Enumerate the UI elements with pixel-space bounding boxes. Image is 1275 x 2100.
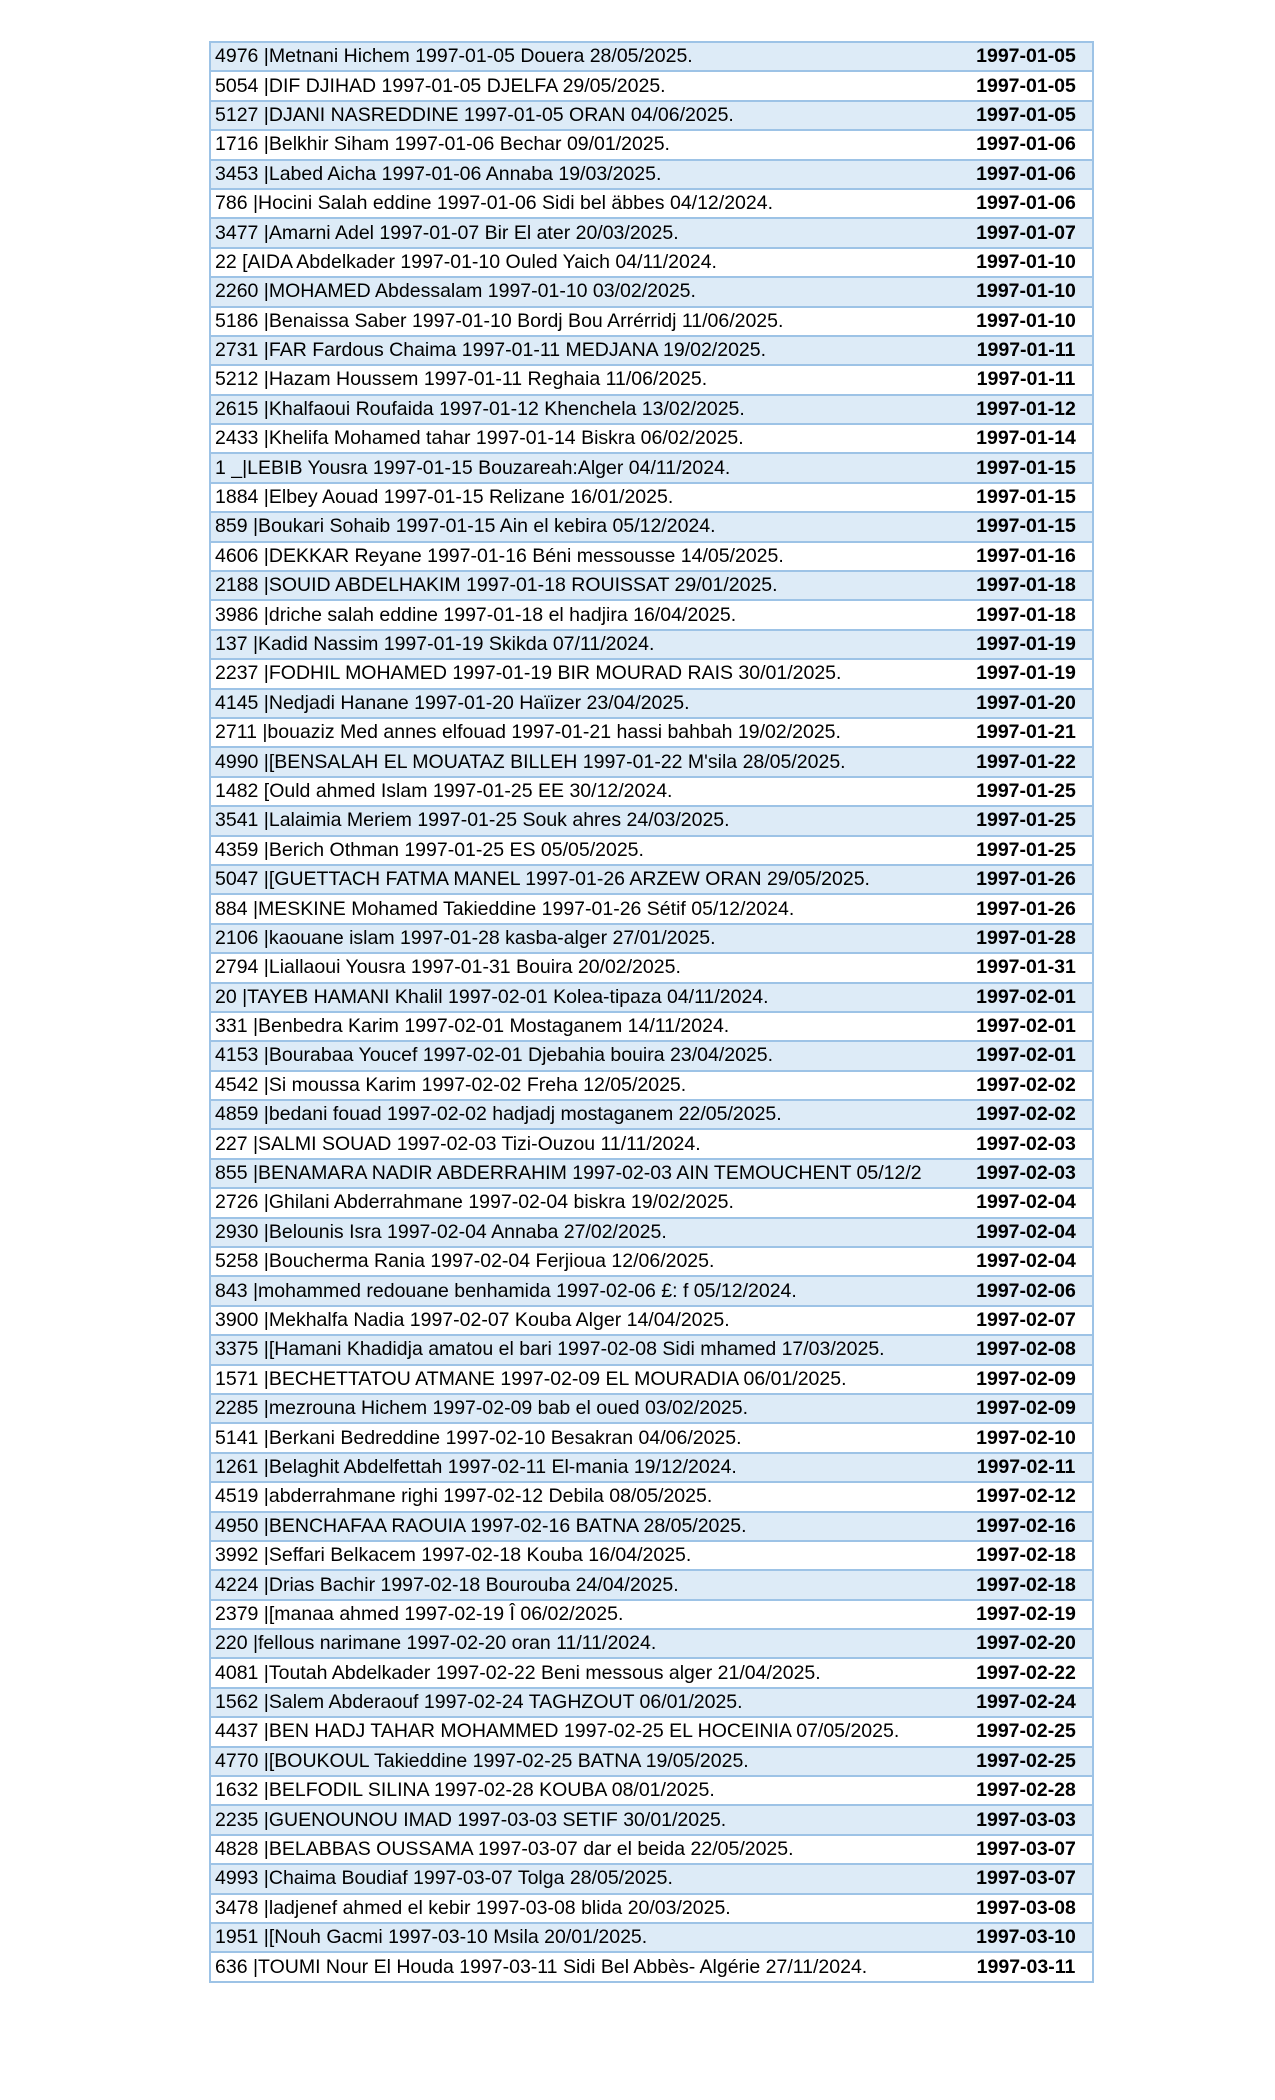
record-label: 3986 |driche salah eddine 1997-01-18 el hadjira 16/04/2025. <box>215 603 737 626</box>
table-row <box>211 1072 1092 1101</box>
record-label: 137 |Kadid Nassim 1997-01-19 Skikda 07/11/2024. <box>215 633 655 655</box>
birth-date: 1997-03-03 <box>976 1808 1076 1831</box>
record-label: 2188 |SOUID ABDELHAKIM 1997-01-18 ROUISSAT 29/01/2025. <box>215 574 778 597</box>
record-label: 4976 |Metnani Hichem 1997-01-05 Douera 28/05/2025. <box>215 45 693 68</box>
birth-date: 1997-01-28 <box>976 926 1076 949</box>
record-label: 4153 |Bourabaa Youcef 1997-02-01 Djebahia bouira 23/04/2025. <box>215 1044 774 1067</box>
record-label: 1884 |Elbey Aouad 1997-01-15 Relizane 16/01/2025. <box>215 486 674 509</box>
table-row <box>211 954 1092 983</box>
birth-date: 1997-01-20 <box>976 691 1076 714</box>
birth-date: 1997-01-10 <box>976 309 1076 332</box>
birth-date: 1997-02-01 <box>976 1044 1076 1067</box>
table-row <box>211 866 1092 895</box>
birth-date: 1997-02-03 <box>976 1162 1076 1185</box>
birth-date: 1997-02-01 <box>976 1015 1076 1038</box>
record-label: 3375 |[Hamani Khadidja amatou el bari 1997-02-08 Sidi mhamed 17/03/2025. <box>215 1338 885 1361</box>
table-row <box>211 1336 1092 1365</box>
table-row <box>211 895 1092 924</box>
birth-date: 1997-01-18 <box>976 574 1076 597</box>
birth-date: 1997-02-07 <box>976 1308 1076 1331</box>
table-row <box>211 925 1092 954</box>
birth-date: 1997-01-26 <box>976 868 1076 891</box>
birth-date: 1997-02-10 <box>976 1426 1076 1449</box>
table-row <box>211 1865 1092 1894</box>
birth-date: 1997-01-10 <box>976 250 1076 273</box>
birth-date: 1997-02-20 <box>976 1632 1076 1655</box>
birth-date: 1997-01-22 <box>976 750 1076 773</box>
birth-date: 1997-01-05 <box>976 74 1076 97</box>
birth-date: 1997-02-04 <box>976 1250 1076 1273</box>
record-label: 4828 |BELABBAS OUSSAMA 1997-03-07 dar el beida 22/05/2025. <box>215 1838 794 1861</box>
record-label: 855 |BENAMARA NADIR ABDERRAHIM 1997-02-03 AIN TEMOUCHENT 05/12/2 <box>215 1162 922 1185</box>
birth-date: 1997-01-25 <box>976 809 1076 832</box>
birth-date: 1997-02-28 <box>976 1779 1076 1802</box>
birth-date: 1997-02-01 <box>976 985 1076 1008</box>
table-row <box>211 337 1092 366</box>
table-row <box>211 1130 1092 1159</box>
record-label: 2379 |[manaa ahmed 1997-02-19 Î 06/02/2025. <box>215 1602 624 1625</box>
record-label: 4859 |bedani fouad 1997-02-02 hadjadj mostaganem 22/05/2025. <box>215 1103 782 1126</box>
record-label: 4437 |BEN HADJ TAHAR MOHAMMED 1997-02-25 EL HOCEINIA 07/05/2025. <box>215 1720 900 1743</box>
table-row <box>211 1659 1092 1688</box>
birth-date: 1997-02-11 <box>976 1455 1076 1478</box>
table-row <box>211 1189 1092 1218</box>
record-label: 3541 |Lalaimia Meriem 1997-01-25 Souk ahres 24/03/2025. <box>215 809 730 832</box>
birth-date: 1997-01-06 <box>976 162 1076 185</box>
birth-date: 1997-01-31 <box>976 956 1076 979</box>
birthdate-list-table <box>209 41 1094 1983</box>
table-row <box>211 1424 1092 1453</box>
record-label: 5212 |Hazam Houssem 1997-01-11 Reghaia 11/06/2025. <box>215 368 708 391</box>
birth-date: 1997-01-14 <box>976 427 1076 450</box>
table-row <box>211 1513 1092 1542</box>
table-row <box>211 1689 1092 1718</box>
table-row <box>211 837 1092 866</box>
birth-date: 1997-01-10 <box>976 280 1076 303</box>
record-label: 4081 |Toutah Abdelkader 1997-02-22 Beni messous alger 21/04/2025. <box>215 1661 821 1684</box>
birth-date: 1997-01-19 <box>976 633 1076 655</box>
birth-date: 1997-02-04 <box>976 1220 1076 1243</box>
birth-date: 1997-02-09 <box>976 1397 1076 1420</box>
table-row <box>211 1483 1092 1512</box>
birth-date: 1997-01-25 <box>976 838 1076 861</box>
record-label: 3478 |ladjenef ahmed el kebir 1997-03-08 blida 20/03/2025. <box>215 1896 731 1919</box>
birth-date: 1997-01-18 <box>976 603 1076 626</box>
table-row <box>211 748 1092 777</box>
record-label: 1716 |Belkhir Siham 1997-01-06 Bechar 09/01/2025. <box>215 133 670 156</box>
birth-date: 1997-01-15 <box>976 486 1076 509</box>
table-row <box>211 278 1092 307</box>
birth-date: 1997-01-16 <box>976 544 1076 567</box>
record-label: 843 |mohammed redouane benhamida 1997-02-06 £: f 05/12/2024. <box>215 1279 797 1302</box>
birth-date: 1997-02-25 <box>976 1720 1076 1743</box>
birth-date: 1997-02-12 <box>976 1485 1076 1508</box>
record-label: 2930 |Belounis Isra 1997-02-04 Annaba 27/02/2025. <box>215 1220 667 1243</box>
record-label: 4606 |DEKKAR Reyane 1997-01-16 Béni messousse 14/05/2025. <box>215 544 784 567</box>
table-row <box>211 1101 1092 1130</box>
record-label: 859 |Boukari Sohaib 1997-01-15 Ain el kebira 05/12/2024. <box>215 515 716 538</box>
table-row <box>211 660 1092 689</box>
record-label: 1482 [Ould ahmed Islam 1997-01-25 EE 30/12/2024. <box>215 779 673 802</box>
record-label: 5047 |[GUETTACH FATMA MANEL 1997-01-26 ARZEW ORAN 29/05/2025. <box>215 868 870 891</box>
record-label: 331 |Benbedra Karim 1997-02-01 Mostaganem 14/11/2024. <box>215 1015 730 1038</box>
table-row <box>211 1924 1092 1953</box>
birth-date: 1997-01-12 <box>976 397 1076 420</box>
record-label: 4993 |Chaima Boudiaf 1997-03-07 Tolga 28/05/2025. <box>215 1867 673 1890</box>
record-label: 4145 |Nedjadi Hanane 1997-01-20 Haïizer 23/04/2025. <box>215 691 690 714</box>
table-row <box>211 454 1092 483</box>
record-label: 5054 |DIF DJIHAD 1997-01-05 DJELFA 29/05/2025. <box>215 74 666 97</box>
birth-date: 1997-02-06 <box>976 1279 1076 1302</box>
birth-date: 1997-02-09 <box>976 1367 1076 1390</box>
birth-date: 1997-01-21 <box>976 721 1076 744</box>
record-label: 4770 |[BOUKOUL Takieddine 1997-02-25 BATNA 19/05/2025. <box>215 1749 749 1772</box>
table-row <box>211 1836 1092 1865</box>
table-row <box>211 1953 1092 1982</box>
record-label: 2731 |FAR Fardous Chaima 1997-01-11 MEDJANA 19/02/2025. <box>215 339 767 362</box>
table-row <box>211 1160 1092 1189</box>
table-row <box>211 572 1092 601</box>
record-label: 2726 |Ghilani Abderrahmane 1997-02-04 biskra 19/02/2025. <box>215 1191 734 1214</box>
birth-date: 1997-01-25 <box>976 779 1076 802</box>
table-row <box>211 543 1092 572</box>
table-row <box>211 1806 1092 1835</box>
record-label: 1632 |BELFODIL SILINA 1997-02-28 KOUBA 08/01/2025. <box>215 1779 715 1802</box>
record-label: 4224 |Drias Bachir 1997-02-18 Bourouba 24/04/2025. <box>215 1573 679 1596</box>
table-row <box>211 1042 1092 1071</box>
record-label: 2285 |mezrouna Hichem 1997-02-09 bab el oued 03/02/2025. <box>215 1397 749 1420</box>
table-row <box>211 102 1092 131</box>
birth-date: 1997-02-19 <box>976 1602 1076 1625</box>
birth-date: 1997-02-16 <box>976 1514 1076 1537</box>
table-row <box>211 1366 1092 1395</box>
table-row <box>211 1395 1092 1424</box>
record-label: 2106 |kaouane islam 1997-01-28 kasba-alger 27/01/2025. <box>215 926 716 949</box>
table-row <box>211 72 1092 101</box>
record-label: 884 |MESKINE Mohamed Takieddine 1997-01-26 Sétif 05/12/2024. <box>215 897 795 920</box>
record-label: 5127 |DJANI NASREDDINE 1997-01-05 ORAN 04/06/2025. <box>215 103 734 126</box>
table-row <box>211 308 1092 337</box>
birth-date: 1997-01-11 <box>976 368 1076 391</box>
record-label: 1951 |[Nouh Gacmi 1997-03-10 Msila 20/01/2025. <box>215 1926 648 1949</box>
record-label: 2711 |bouaziz Med annes elfouad 1997-01-21 hassi bahbah 19/02/2025. <box>215 721 841 744</box>
record-label: 20 |TAYEB HAMANI Khalil 1997-02-01 Kolea-tipaza 04/11/2024. <box>215 985 769 1008</box>
table-row <box>211 1248 1092 1277</box>
table-row <box>211 190 1092 219</box>
table-row <box>211 484 1092 513</box>
record-label: 2235 |GUENOUNOU IMAD 1997-03-03 SETIF 30/01/2025. <box>215 1808 727 1831</box>
record-label: 5258 |Boucherma Rania 1997-02-04 Ferjioua 12/06/2025. <box>215 1250 715 1273</box>
record-label: 4950 |BENCHAFAA RAOUIA 1997-02-16 BATNA 28/05/2025. <box>215 1514 747 1537</box>
record-label: 4519 |abderrahmane righi 1997-02-12 Debila 08/05/2025. <box>215 1485 713 1508</box>
table-row <box>211 1277 1092 1306</box>
table-row <box>211 1454 1092 1483</box>
record-label: 5141 |Berkani Bedreddine 1997-02-10 Besakran 04/06/2025. <box>215 1426 742 1449</box>
table-row <box>211 984 1092 1013</box>
table-row <box>211 601 1092 630</box>
table-row <box>211 1895 1092 1924</box>
table-row <box>211 131 1092 160</box>
birth-date: 1997-01-11 <box>976 339 1076 362</box>
table-row <box>211 249 1092 278</box>
birth-date: 1997-02-22 <box>976 1661 1076 1684</box>
record-label: 786 |Hocini Salah eddine 1997-01-06 Sidi bel äbbes 04/12/2024. <box>215 192 773 215</box>
table-row <box>211 1307 1092 1336</box>
birth-date: 1997-02-02 <box>976 1073 1076 1096</box>
record-label: 2237 |FODHIL MOHAMED 1997-01-19 BIR MOURAD RAIS 30/01/2025. <box>215 662 842 685</box>
record-label: 4359 |Berich Othman 1997-01-25 ES 05/05/2025. <box>215 838 644 861</box>
table-row <box>211 425 1092 454</box>
record-label: 2615 |Khalfaoui Roufaida 1997-01-12 Khenchela 13/02/2025. <box>215 397 745 420</box>
record-label: 3992 |Seffari Belkacem 1997-02-18 Kouba 16/04/2025. <box>215 1544 692 1567</box>
record-label: 5186 |Benaissa Saber 1997-01-10 Bordj Bou Arrérridj 11/06/2025. <box>215 309 784 332</box>
table-row <box>211 513 1092 542</box>
record-label: 227 |SALMI SOUAD 1997-02-03 Tizi-Ouzou 11/11/2024. <box>215 1132 701 1155</box>
birth-date: 1997-03-10 <box>976 1926 1076 1949</box>
birth-date: 1997-01-06 <box>976 192 1076 215</box>
table-row <box>211 1601 1092 1630</box>
table-row <box>211 690 1092 719</box>
table-row <box>211 1219 1092 1248</box>
birth-date: 1997-03-11 <box>976 1955 1076 1978</box>
table-row <box>211 161 1092 190</box>
table-row <box>211 1748 1092 1777</box>
birth-date: 1997-03-07 <box>976 1867 1076 1890</box>
record-label: 3453 |Labed Aicha 1997-01-06 Annaba 19/03/2025. <box>215 162 662 185</box>
birth-date: 1997-01-15 <box>976 515 1076 538</box>
birth-date: 1997-03-07 <box>976 1838 1076 1861</box>
birth-date: 1997-02-25 <box>976 1749 1076 1772</box>
record-label: 2794 |Liallaoui Yousra 1997-01-31 Bouira 20/02/2025. <box>215 956 681 979</box>
table-row <box>211 807 1092 836</box>
birth-date: 1997-03-08 <box>976 1896 1076 1919</box>
birth-date: 1997-01-07 <box>976 221 1076 244</box>
birth-date: 1997-01-15 <box>976 456 1076 479</box>
record-label: 3900 |Mekhalfa Nadia 1997-02-07 Kouba Alger 14/04/2025. <box>215 1308 730 1331</box>
birth-date: 1997-02-03 <box>976 1132 1076 1155</box>
birth-date: 1997-01-05 <box>976 45 1076 68</box>
table-row <box>211 1630 1092 1659</box>
table-row <box>211 366 1092 395</box>
table-row <box>211 631 1092 660</box>
record-label: 1261 |Belaghit Abdelfettah 1997-02-11 El-mania 19/12/2024. <box>215 1455 737 1478</box>
record-label: 636 |TOUMI Nour El Houda 1997-03-11 Sidi Bel Abbès- Algérie 27/11/2024. <box>215 1955 868 1978</box>
record-label: 4990 |[BENSALAH EL MOUATAZ BILLEH 1997-01-22 M'sila 28/05/2025. <box>215 750 846 773</box>
birth-date: 1997-01-05 <box>976 103 1076 126</box>
table-row <box>211 719 1092 748</box>
birth-date: 1997-02-02 <box>976 1103 1076 1126</box>
birth-date: 1997-02-04 <box>976 1191 1076 1214</box>
record-label: 2433 |Khelifa Mohamed tahar 1997-01-14 Biskra 06/02/2025. <box>215 427 744 450</box>
table-row <box>211 1013 1092 1042</box>
table-row <box>211 1571 1092 1600</box>
table-row <box>211 43 1092 72</box>
birth-date: 1997-02-18 <box>976 1573 1076 1596</box>
record-label: 220 |fellous narimane 1997-02-20 oran 11/11/2024. <box>215 1632 657 1655</box>
table-row <box>211 1718 1092 1747</box>
record-label: 22 [AIDA Abdelkader 1997-01-10 Ouled Yaich 04/11/2024. <box>215 250 717 273</box>
record-label: 1571 |BECHETTATOU ATMANE 1997-02-09 EL MOURADIA 06/01/2025. <box>215 1367 847 1390</box>
table-row <box>211 1777 1092 1806</box>
birth-date: 1997-02-24 <box>976 1691 1076 1714</box>
record-label: 3477 |Amarni Adel 1997-01-07 Bir El ater 20/03/2025. <box>215 221 679 244</box>
record-label: 2260 |MOHAMED Abdessalam 1997-01-10 03/02/2025. <box>215 280 696 303</box>
birth-date: 1997-02-08 <box>976 1338 1076 1361</box>
record-label: 1 _|LEBIB Yousra 1997-01-15 Bouzareah:Alger 04/11/2024. <box>215 456 731 479</box>
table-row <box>211 1542 1092 1571</box>
table-row <box>211 219 1092 248</box>
birth-date: 1997-01-19 <box>976 662 1076 685</box>
record-label: 4542 |Si moussa Karim 1997-02-02 Freha 12/05/2025. <box>215 1073 687 1096</box>
table-row <box>211 396 1092 425</box>
birth-date: 1997-01-06 <box>976 133 1076 156</box>
record-label: 1562 |Salem Abderaouf 1997-02-24 TAGHZOUT 06/01/2025. <box>215 1691 743 1714</box>
birth-date: 1997-02-18 <box>976 1544 1076 1567</box>
birth-date: 1997-01-26 <box>976 897 1076 920</box>
table-row <box>211 778 1092 807</box>
